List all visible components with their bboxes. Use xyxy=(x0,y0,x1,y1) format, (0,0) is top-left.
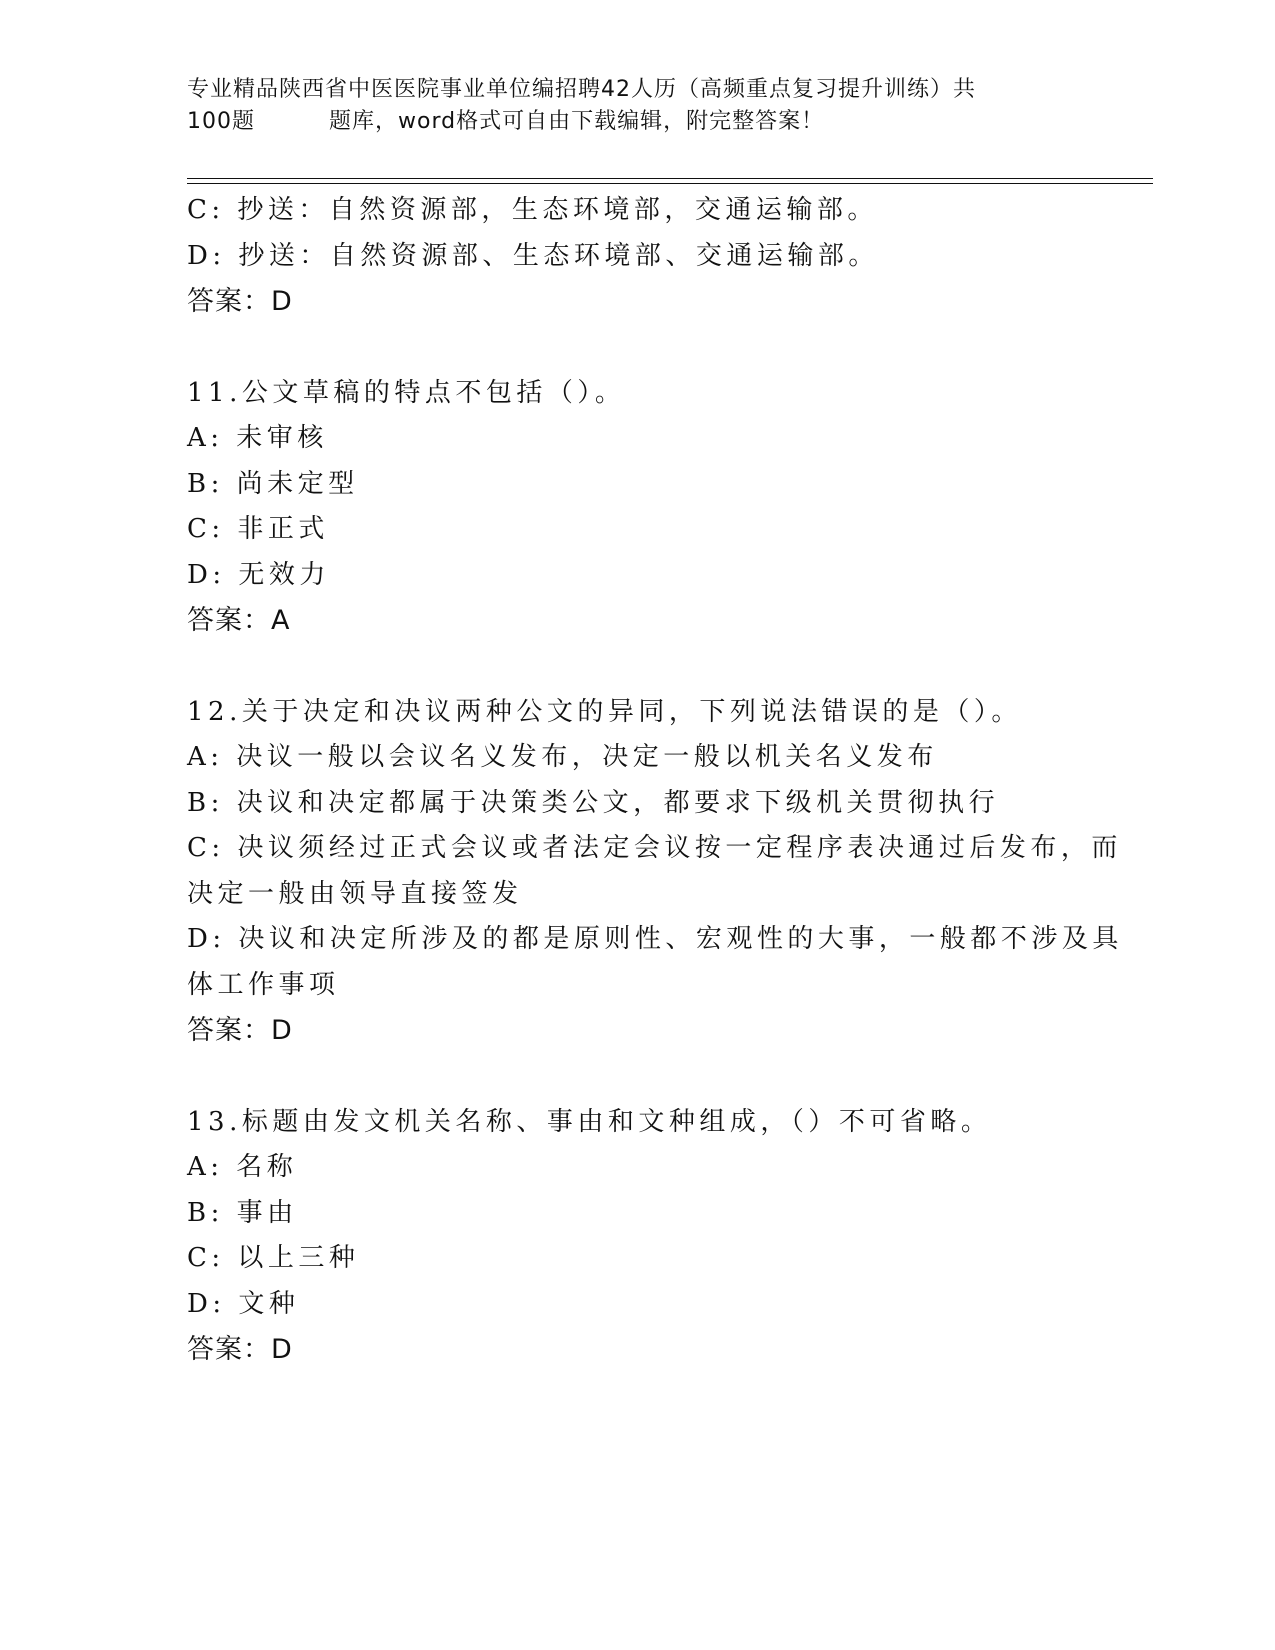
q13-option-b: B: 事由 xyxy=(187,1197,298,1228)
header-line-1: 专业精品陕西省中医医院事业单位编招聘42人历（高频重点复习提升训练）共 xyxy=(187,77,976,102)
q13-option-c: C: 以上三种 xyxy=(187,1243,360,1273)
question-12 xyxy=(187,690,1123,1054)
q12-stem: 12.关于决定和决议两种公文的异同，下列说法错误的是（）。 xyxy=(187,696,1022,727)
header-line-2 xyxy=(187,106,1087,138)
q13-answer: 答案：D xyxy=(187,1334,293,1365)
q11-option-a: A: 未审核 xyxy=(187,423,328,453)
q11-stem: 11.公文草稿的特点不包括（）。 xyxy=(187,377,626,408)
question-13 xyxy=(187,1100,1087,1373)
q12-option-c-line-2: 决定一般由领导直接签发 xyxy=(187,878,523,909)
document-header xyxy=(187,74,1087,138)
q12-option-c-line-1: C: 决议须经过正式会议或者法定会议按一定程序表决通过后发布，而 xyxy=(187,833,1122,863)
q12-option-d-line-2: 体工作事项 xyxy=(187,969,340,1000)
q11-option-c: C: 非正式 xyxy=(187,514,329,544)
question-10-tail xyxy=(187,188,1087,325)
q13-stem: 13.标题由发文机关名称、事由和文种组成，（）不可省略。 xyxy=(187,1106,992,1137)
q13-option-a: A: 名称 xyxy=(187,1152,298,1182)
q10-answer: 答案：D xyxy=(187,286,293,317)
q10-option-c: C: 抄送：自然资源部，生态环境部，交通运输部。 xyxy=(187,195,878,225)
q12-option-d-line-1: D: 决议和决定所涉及的都是原则性、宏观性的大事，一般都不涉及具 xyxy=(187,924,1123,954)
q12-option-b: B: 决议和决定都属于决策类公文，都要求下级机关贯彻执行 xyxy=(187,787,1000,818)
question-11 xyxy=(187,371,1087,644)
q10-option-d: D: 抄送：自然资源部、生态环境部、交通运输部。 xyxy=(187,240,879,271)
q11-answer: 答案：A xyxy=(187,605,291,636)
q12-answer: 答案：D xyxy=(187,1015,293,1046)
q11-option-d: D: 无效力 xyxy=(187,559,330,590)
header-line-2-desc: 题库，word格式可自由下载编辑，附完整答案！ xyxy=(329,109,825,134)
q12-option-a: A: 决议一般以会议名义发布，决定一般以机关名义发布 xyxy=(187,742,938,772)
header-rule-bottom xyxy=(187,183,1153,184)
q11-option-b: B: 尚未定型 xyxy=(187,468,359,499)
q13-option-d: D: 文种 xyxy=(187,1288,300,1319)
header-line-2-count: 100题 xyxy=(187,109,255,134)
header-rule-top xyxy=(187,178,1153,179)
question-content xyxy=(187,188,1123,1373)
